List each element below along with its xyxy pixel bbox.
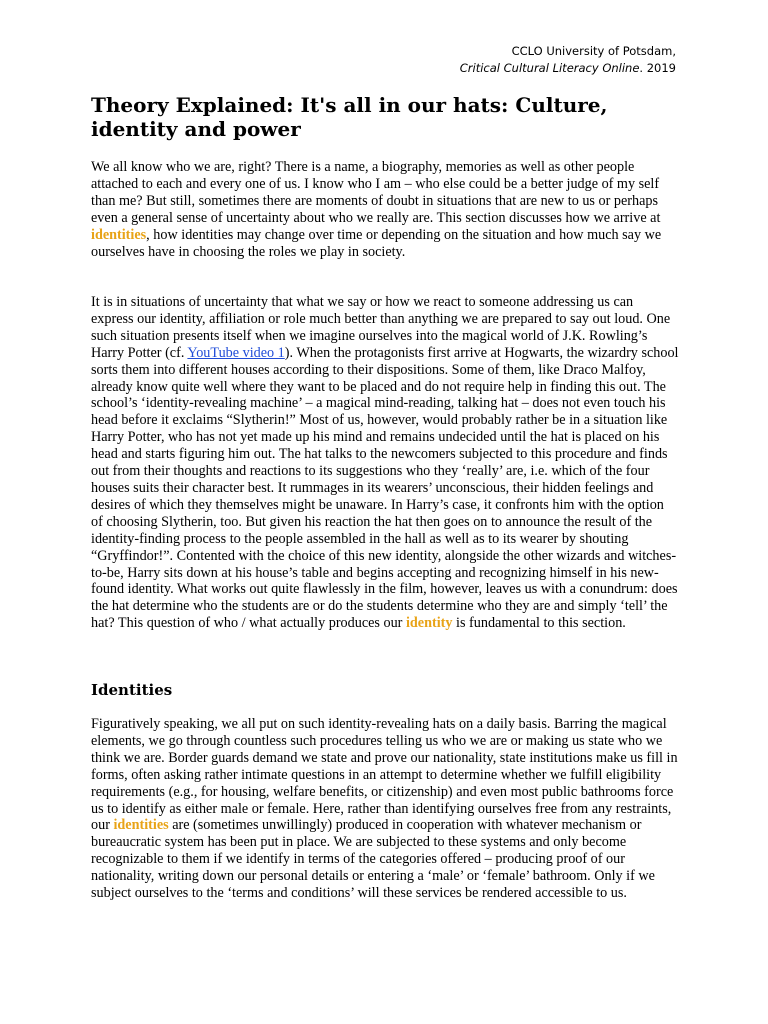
paragraph-harry-potter [91, 294, 679, 632]
header-institution: CCLO University of Potsdam, [511, 44, 676, 58]
keyword-identities[interactable]: identities [113, 817, 169, 834]
paragraph-text: We all know who we are, right? There is a name, a biography, memories as well as other people attached to each and every one of us. I know who I am – who else could be a better judge of my self than me? But still, sometimes there are moments of doubt in situations that are new to us or perhaps even a general sense of uncertainty about who we really are. This section discusses how we arrive at [91, 159, 661, 226]
header-year: . 2019 [639, 61, 676, 75]
paragraph-identities [91, 716, 679, 902]
page-title: Theory Explained: It's all in our hats: Culture, identity and power [91, 93, 608, 141]
paragraph-intro [91, 159, 679, 260]
paragraph-text: It is in situations of uncertainty that what we say or how we react to someone addressing us can express our identity, affiliation or role much better than anything we are prepared to say out loud. One such situation presents itself when we imagine ourselves into the magical world of J.K. Rowling’s Harry Potter (cf. [91, 294, 671, 361]
paragraph-text: is fundamental to this section. [452, 615, 626, 632]
header-journal: Critical Cultural Literacy Online [459, 61, 640, 75]
youtube-video-link[interactable]: YouTube video 1 [187, 344, 285, 361]
paragraph-text: are (sometimes unwillingly) produced in cooperation with whatever mechanism or bureaucratic system has been put in place. We are subjected to these systems and only become recognizable to them if we identify in terms of the categories offered – producing proof of our nationality, writing down our personal details or entering a ‘male’ or ‘female’ bathroom. Only if we subject ourselves to the ‘terms and conditions’ will these services be rendered accessible to us. [91, 817, 655, 902]
paragraph-text: , how identities may change over time or depending on the situation and how much say we ourselves have in choosing the roles we play in society. [91, 226, 662, 260]
paragraph-text: ). When the protagonists first arrive at Hogwarts, the wizardry school sorts them into different houses according to their dispositions. Some of them, like Draco Malfoy, already know quite well where they want to be placed and do not require help in finding this out. The school’s ‘identity-revealing machine’ – a magical mind-reading, talking hat – does not even touch his head before it exclaims “Slytherin!” Most of us, however, would probably rather be in a situation like Harry Potter, who has not yet made up his mind and remains undecided until the hat is placed on his head and starts figuring him out. The hat talks to the newcomers subjected to this procedure and finds out from their thoughts and reactions to its suggestions who they ‘really’ are, i.e. which of the four houses suits their character best. It rummages in its wearers’ unconscious, their hidden feelings and desires of which they themselves might be unaware. In Harry’s case, it confronts him with the option of choosing Slytherin, too. But given his reaction the hat then goes on to announce the result of the identity-finding process to the people assembled in the hall as well as to its wearer by shouting “Gryffindor!”. Contented with the choice of this new identity, alongside the other wizards and witches-to-be, Harry sits down at his house’s table and begins accepting and recognizing himself in his new-found identity. What works out quite flawlessly in the film, however, leaves us with a conundrum: does the hat determine who the students are or do the students determine who they are and simply ‘tell’ the hat? This question of who / what actually produces our [91, 344, 679, 632]
page-header [460, 43, 676, 77]
header-journal-line [460, 60, 676, 77]
paragraph-text: Figuratively speaking, we all put on such identity-revealing hats on a daily basis. Barring the magical elements, we go through countless such procedures telling us who we are or making us state who we think we are. Border guards demand we state and prove our nationality, state institutions make us fill in forms, often asking rather intimate questions in an attempt to determine whether we fulfill eligibility requirements (e.g., for housing, welfare benefits, or citizenship) and even most public bathrooms force us to identify as either male or female. Here, rather than identifying ourselves free from any restraints, our [91, 716, 678, 834]
keyword-identities[interactable]: identities [91, 226, 147, 243]
keyword-identity[interactable]: identity [405, 615, 453, 632]
section-heading-identities: Identities [91, 681, 173, 699]
